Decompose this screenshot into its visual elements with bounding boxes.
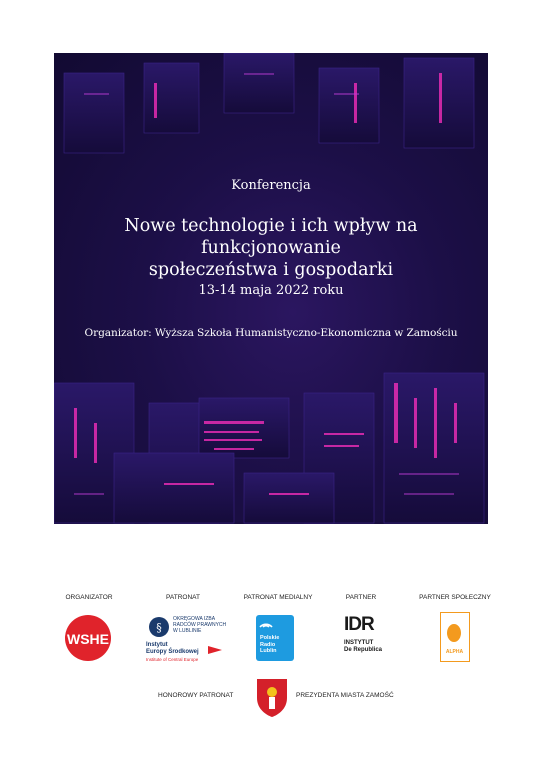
label-patronage: PATRONAT <box>166 594 200 601</box>
oirp-line-2: RADCÓW PRAWNYCH <box>173 622 227 628</box>
label-media-patronage: PATRONAT MEDIALNY <box>243 594 313 601</box>
conference-title-line-1: Nowe technologie i ich wpływ na funkcjonowanie <box>124 216 418 258</box>
organizer-line: Organizator: Wyższa Szkoła Humanistyczno-Ekonomiczna w Zamościu <box>84 327 458 339</box>
conference-date: 13-14 maja 2022 roku <box>198 283 344 298</box>
honorary-patronage-left: HONOROWY PATRONAT <box>158 692 234 699</box>
radio-line-1: Polskie <box>260 635 280 641</box>
conference-title <box>54 215 488 281</box>
honorary-patronage-right: PREZYDENTA MIASTA ZAMOŚĆ <box>296 692 394 699</box>
zamosc-coat-of-arms <box>254 676 290 718</box>
instytut-de-republica-logo <box>340 614 396 662</box>
radio-lublin-logo <box>256 615 294 661</box>
label-organizer: ORGANIZATOR <box>65 594 113 601</box>
oirp-line-1: OKRĘGOWA IZBA <box>173 616 216 622</box>
ies-line-1: Instytut <box>146 642 168 648</box>
alpha-text: ALPHA <box>445 649 464 655</box>
wshe-logo-text: WSHE <box>67 631 109 647</box>
conference-title-line-2: społeczeństwa i gospodarki <box>148 260 394 280</box>
event-type-label: Konferencja <box>231 178 311 193</box>
ies-line-2: Europy Środkowej <box>146 649 199 655</box>
egg-icon <box>446 621 462 643</box>
scales-of-justice-icon <box>148 616 170 638</box>
ies-line-3: Institute of Central Europe <box>146 657 199 662</box>
radio-line-2: Radio <box>260 641 276 648</box>
wshe-logo <box>64 614 112 662</box>
svg-text:§: § <box>156 621 162 634</box>
radio-line-3: Lublin <box>260 648 277 654</box>
alpha-logo <box>440 612 470 662</box>
oirp-logo <box>148 614 228 640</box>
idr-line-1: INSTYTUT <box>344 640 374 646</box>
label-partner: PARTNER <box>345 594 377 601</box>
ies-arrow-icon <box>208 644 222 656</box>
radio-wave-icon <box>259 618 273 628</box>
oirp-line-3: W LUBLINIE <box>173 628 202 634</box>
institute-central-europe-logo <box>146 642 226 664</box>
conference-banner <box>54 53 488 524</box>
idr-line-2: De Republica <box>344 647 383 653</box>
idr-mark: IDR <box>344 614 374 635</box>
label-social-partner: PARTNER SPOŁECZNY <box>419 594 491 601</box>
